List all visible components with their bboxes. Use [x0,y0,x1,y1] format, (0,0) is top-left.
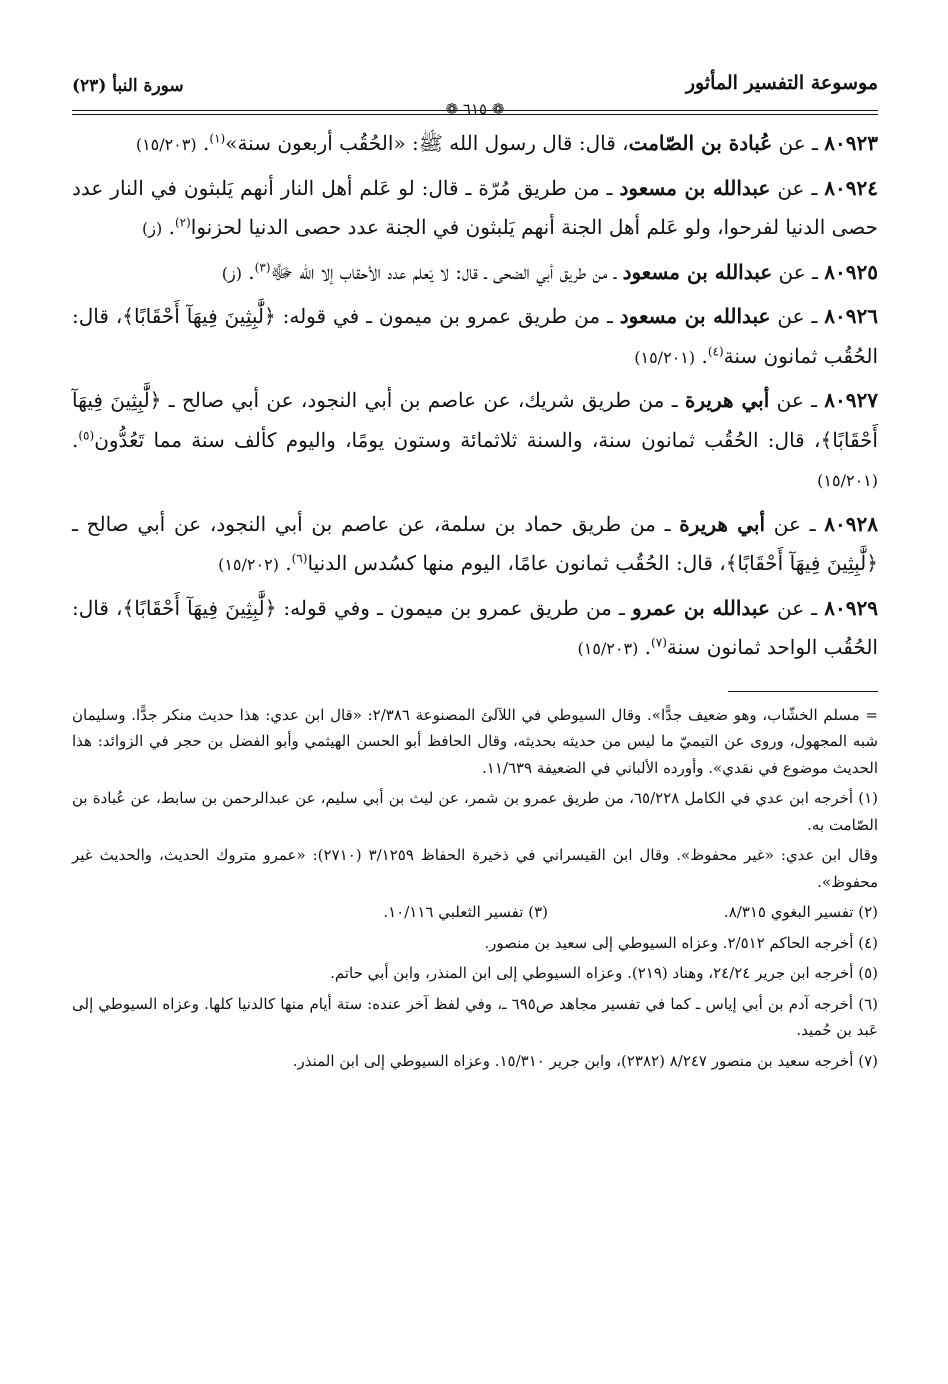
running-header [72,70,878,118]
footnote: (٧) أخرجه سعيد بن منصور ٨/٢٤٧ (٢٣٨٢)، وابن جرير ١٥/٣١٠. وعزاه السيوطي إلى ابن المنذر. [292,1051,878,1070]
narrator-name: عُبادة بن الصّامت [628,131,773,155]
footnote-marker[interactable]: (٢) [174,215,191,230]
cross-reference: (ز) [221,263,242,283]
hadith-entry: ٨٠٩٢٨ ـ عن أبي هريرة ـ من طريق حماد بن سلمة، عن عاصم بن أبي النجود، عن أبي صالح ـ ﴿لَّٰبِثِينَ فِيهَآ أَحْقَابًا﴾، قال: الحُقُب ثمانون عامًا، اليوم منها كسُدس الدنيا$^{(٦)}$. (١٥/٢٠٢) [72,511,879,575]
page-number: ❁ ٦١٥ ❁ [445,100,505,118]
cross-reference: (١٥/٢٠١) [634,347,696,367]
narrator-name: عبدالله بن مسعود [619,175,771,200]
entry-number: ٨٠٩٢٥ [824,259,878,284]
entry-number: ٨٠٩٢٣ [824,131,878,155]
footnote: (٣) تفسير الثعلبي ١٠/١١٦. [383,903,548,921]
footnote: (٥) أخرجه ابن جرير ٢٤/٢٤، وهناد (٢١٩). وعزاه السيوطي إلى ابن المنذر، وابن أبي حاتم. [330,964,878,982]
cross-reference: (١٥/٢٠٢) [218,555,279,574]
footnote-marker[interactable]: (٧) [651,635,667,650]
entry-number: ٨٠٩٢٧ [824,388,879,412]
footnote-marker[interactable]: (٤) [707,343,724,358]
main-text [72,124,878,669]
hadith-entry: ٨٠٩٢٧ ـ عن أبي هريرة ـ من طريق شريك، عن عاصم بن أبي النجود، عن أبي صالح ـ ﴿لَّٰبِثِينَ فِيهَآ أَحْقَابًا﴾، قال: الحُقُب ثمانون سنة، والسنة ثلاثمائة وستون يومًا، واليوم كألف سنة مما تَعُدُّون$^{(٥)}$. (١٥/٢٠١) [72,388,879,490]
footnote-marker[interactable]: (٣) [254,259,271,274]
footnote: = مسلم الخشّاب، وهو ضعيف جدًّا». وقال السيوطي في اللآلئ المصنوعة ٢/٣٨٦: «قال ابن عدي: هذا حديث منكر جدًّا. وسليمان شبه المجهول، وروى عن التيميّ ما ليس من حديثه بحديثه، وقال الحافظ أبو الحسن الهيثمي وأبو الفضل بن حجر في الزوائد: هذا الحديث موضوع في نقدي». وأورده الألباني في الضعيفة ١١/٦٣٩. [72,705,878,777]
cross-reference: (١٥/٢٠٣) [577,639,639,658]
hadith-entry: ٨٠٩٢٩ ـ عن عبدالله بن عمرو ـ من طريق عمرو بن ميمون ـ وفي قوله: ﴿لَّٰبِثِينَ فِيهَآ أَحْقَابًا﴾، قال: الحُقُب الواحد ثمانون سنة$^{(٧)}$. (١٥/٢٠٣) [72,595,879,659]
footnote-marker[interactable]: (١) [209,131,226,146]
entry-number: ٨٠٩٢٦ [824,304,878,328]
hadith-entry: ٨٠٩٢٦ ـ عن عبدالله بن مسعود ـ من طريق عمرو بن ميمون ـ في قوله: ﴿لَّٰبِثِينَ فِيهَآ أَحْقَابًا﴾، قال: الحُقُب ثمانون سنة$^{(٤)}$. (١٥/٢٠١) [72,304,878,368]
book-title: موسوعة التفسير المأثور [685,72,878,94]
cross-reference: (ز) [142,219,163,238]
footnote: (١) أخرجه ابن عدي في الكامل ٦٥/٢٢٨، من طريق عمرو بن شمر، عن ليث بن أبي سليم، عن عبدالرحمن بن سابط، عن عُبادة بن الصّامت به. [72,789,878,834]
footnote-marker[interactable]: (٥) [78,427,95,442]
footnote-pair [72,899,878,926]
surah-label: سورة النبأ (٢٣) [72,76,184,96]
hadith-entry: ٨٠٩٢٤ ـ عن عبدالله بن مسعود ـ من طريق مُرّة ـ قال: لو عَلم أهل النار أنهم يَلبثون في النار عدد حصى الدنيا لفرحوا، ولو عَلم أهل الجنة أنهم يَلبثون في الجنة عدد حصى الدنيا لحزنوا$^{(٢)}$. (ز) [72,175,879,239]
narrator-name: عبدالله بن عمرو [632,595,770,620]
narrator-name: أبي هريرة [684,388,770,412]
entry-number: ٨٠٩٢٩ [824,595,879,620]
entry-number: ٨٠٩٢٤ [824,175,879,200]
footnote: (٢) تفسير البغوي ٨/٣١٥. [723,903,878,921]
hadith-entry: ٨٠٩٢٣ ـ عن عُبادة بن الصّامت، قال: قال رسول الله ﷺ: «الحُقُب أربعون سنة»$^{(١)}$. (١٥/٢٠٣) [135,131,878,155]
page [72,70,878,1078]
footnote-marker[interactable]: (٦) [291,551,308,566]
footnote-separator [728,691,878,692]
cross-reference: (١٥/٢٠٣) [135,135,197,154]
cross-reference: (١٥/٢٠١) [817,471,878,490]
header-rule [72,110,878,115]
narrator-name: أبي هريرة [679,511,766,536]
hadith-entry: ٨٠٩٢٥ ـ عن عبدالله بن مسعود ـ من طريق أبي الضحى ـ قال: لا يَعلم عدد الأحقاب إلا الله ﷻ$^{(٣)}$. (ز) [221,259,878,284]
entry-number: ٨٠٩٢٨ [824,511,879,536]
footnote: (٤) أخرجه الحاكم ٢/٥١٢. وعزاه السيوطي إلى سعيد بن منصور. [484,933,878,952]
footnote: (٦) أخرجه آدم بن أبي إياس ـ كما في تفسير مجاهد ص٦٩٥ ـ، وفي لفظ آخر عنده: ستة أيام منها كالدنيا كلها. وعزاه السيوطي إلى عَبد بن حُميد. [72,994,878,1039]
narrator-name: عبدالله بن مسعود [622,259,773,284]
footnote: وقال ابن عدي: «غير محفوظ». وقال ابن القيسراني في ذخيرة الحفاظ ٣/١٢٥٩ (٢٧١٠): «عمرو متروك الحديث، والحديث غير محفوظ». [72,846,878,891]
narrator-name: عبدالله بن مسعود [619,304,771,328]
footnotes [72,702,878,1075]
